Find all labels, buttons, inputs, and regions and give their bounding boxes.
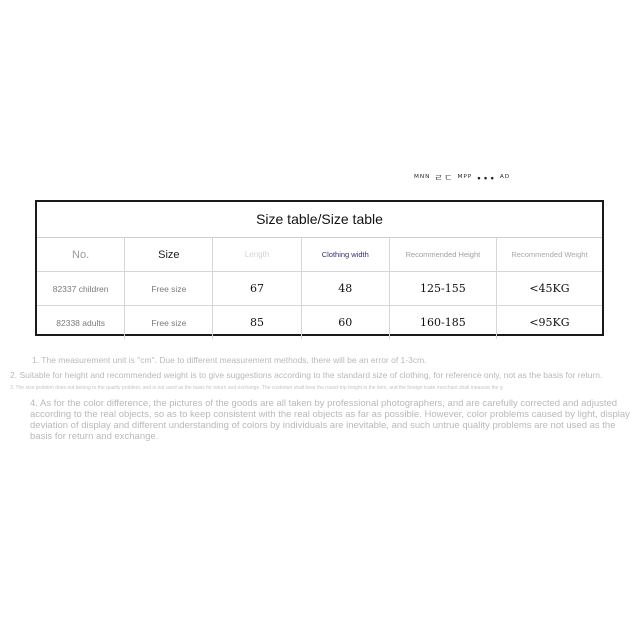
cell-no: 82338 adults [37, 306, 125, 339]
header-length: Length [213, 238, 301, 271]
note-measurement-unit: 1. The measurement unit is "cm". Due to different measurement methods, there will be an error of 1-3cm. [32, 355, 427, 365]
cell-recommended-height: 125-155 [390, 272, 497, 305]
size-table [35, 200, 604, 336]
header-no: No. [37, 238, 125, 271]
header-recommended-weight: Recommended Weight [511, 250, 588, 259]
cell-no: 82337 children [37, 272, 125, 305]
header-recommended-height: Recommended Height [390, 238, 497, 271]
header-clothing-width: Clothing width [302, 238, 390, 271]
cell-clothing-width: 60 [302, 306, 390, 339]
cell-size: Free size [125, 272, 213, 305]
note-size-problem: 3. The size problem does not belong to the quality problem, and is not used as the basis for return and exchange. The customer shall bear the round-trip freight in the item, and the foreign trade merchant shall measure the g [10, 385, 503, 391]
cell-recommended-weight: <95KG [529, 316, 570, 329]
note-color-difference: 4. As for the color difference, the pictures of the goods are all taken by professional photographers, and are carefully corrected and adjusted according to the real objects, so as to keep consistent with the real objects as far as possible. However, color problems caused by light, display deviation of display and different understanding of colors by individuals are inevitable, and such untrue quality problems are not used as the basis for return and exchange. [30, 398, 630, 442]
cell-clothing-width: 48 [302, 272, 390, 305]
table-title: Size table/Size table [37, 202, 602, 238]
note-suitable-height-weight: 2. Suitable for height and recommended weight is to give suggestions according to the standard size of clothing, for reference only, not as the basis for return. [10, 370, 603, 380]
cell-length: 67 [213, 272, 301, 305]
cell-length: 85 [213, 306, 301, 339]
stray-header-text: ᴹᴺᴺ ㄹㄷ ᴹᴾᴾ ∙∙∙ ᴬᴰ [414, 174, 511, 184]
table-row [37, 306, 602, 339]
table-header-row [37, 238, 602, 272]
cell-recommended-weight: <45KG [529, 282, 570, 295]
header-size: Size [125, 238, 213, 271]
cell-recommended-height: 160-185 [390, 306, 497, 339]
cell-size: Free size [125, 306, 213, 339]
table-row [37, 272, 602, 306]
